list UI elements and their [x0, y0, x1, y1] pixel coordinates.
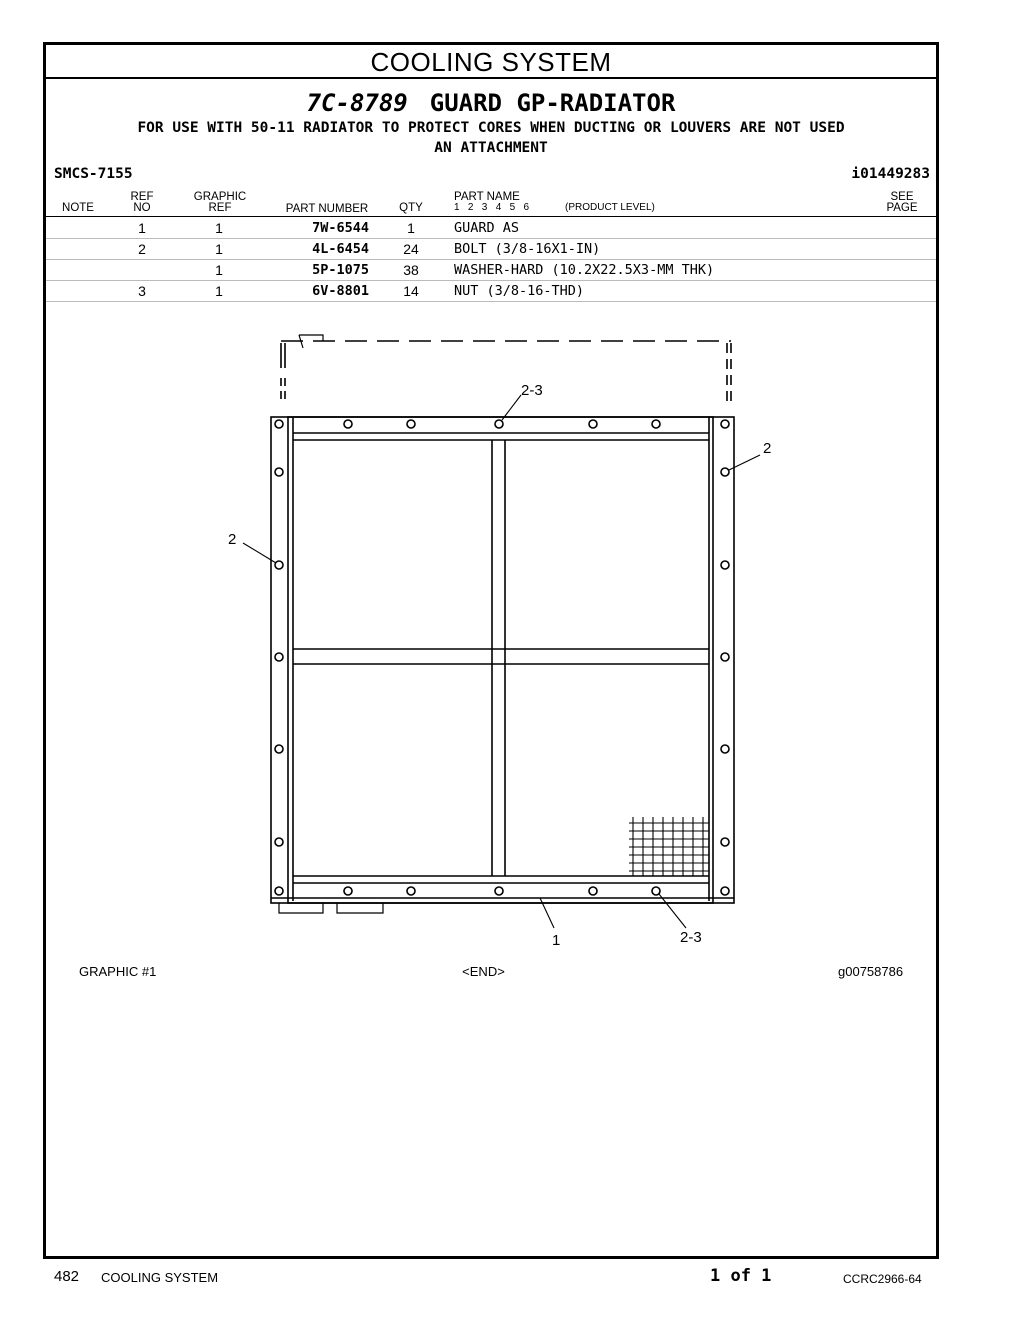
row-part-name: WASHER-HARD (10.2X22.5X3-MM THK) [454, 262, 715, 278]
header-product-level: (PRODUCT LEVEL) [565, 202, 655, 213]
row-part-name: GUARD AS [454, 220, 520, 236]
callout-right: 2 [763, 440, 772, 457]
part-name-title: GUARD GP-RADIATOR [429, 89, 676, 117]
row-ref-no: 2 [138, 241, 146, 257]
table-row [46, 280, 936, 302]
radiator-guard-drawing [46, 310, 936, 1010]
row-graphic-ref: 1 [215, 241, 223, 257]
callout-left: 2 [228, 531, 237, 548]
page-number: 482 [54, 1268, 80, 1285]
row-part-number: 7W-6544 [312, 220, 369, 236]
header-levels: 1 2 3 4 5 6 [454, 202, 530, 213]
parts-table-header [46, 190, 936, 217]
footer-section: COOLING SYSTEM [101, 1270, 219, 1285]
section-title: COOLING SYSTEM [46, 45, 936, 79]
part-description [46, 118, 936, 158]
page-of: 1 of 1 [710, 1266, 772, 1286]
part-title [46, 89, 936, 117]
callout-bottom-right: 2-3 [680, 929, 702, 946]
header-ref-no-2: NO [133, 202, 151, 214]
row-part-number: 6V-8801 [312, 283, 369, 299]
smcs-code: SMCS-7155 [54, 166, 133, 182]
description-line-2: AN ATTACHMENT [434, 140, 548, 156]
header-see-page-1: SEE [890, 191, 914, 203]
header-part-number: PART NUMBER [285, 203, 369, 215]
row-ref-no: 3 [138, 283, 146, 299]
header-note: NOTE [62, 202, 94, 214]
row-part-number: 5P-1075 [312, 262, 369, 278]
row-part-name: BOLT (3/8-16X1-IN) [454, 241, 601, 257]
header-ref-no-1: REF [130, 191, 154, 203]
graphic-id: g00758786 [838, 964, 904, 979]
header-qty: QTY [399, 202, 423, 214]
row-qty: 38 [403, 262, 419, 278]
table-row [46, 259, 936, 281]
info-id: i01449283 [851, 166, 930, 182]
row-qty: 24 [403, 241, 419, 257]
end-marker: <END> [462, 964, 505, 979]
row-ref-no: 1 [138, 220, 146, 236]
header-part-name: PART NAME [454, 191, 520, 203]
table-row [46, 217, 936, 239]
description-line-1: FOR USE WITH 50-11 RADIATOR TO PROTECT CORES WHEN DUCTING OR LOUVERS ARE NOT USED [137, 120, 845, 136]
row-graphic-ref: 1 [215, 262, 223, 278]
graphic-label: GRAPHIC #1 [79, 964, 157, 979]
header-graphic-ref-2: REF [208, 202, 232, 214]
row-qty: 1 [407, 220, 415, 236]
header-graphic-ref-1: GRAPHIC [193, 191, 247, 203]
row-qty: 14 [403, 283, 419, 299]
row-part-name: NUT (3/8-16-THD) [454, 283, 585, 299]
header-see-page-2: PAGE [886, 202, 918, 214]
row-graphic-ref: 1 [215, 283, 223, 299]
callout-bottom-center: 1 [552, 932, 561, 949]
callout-top-center: 2-3 [521, 382, 543, 399]
table-row [46, 238, 936, 260]
page-frame [43, 42, 939, 1259]
row-graphic-ref: 1 [215, 220, 223, 236]
part-number-title: 7C-8789 [306, 89, 408, 117]
row-part-number: 4L-6454 [312, 241, 369, 257]
doc-id: CCRC2966-64 [843, 1272, 922, 1286]
